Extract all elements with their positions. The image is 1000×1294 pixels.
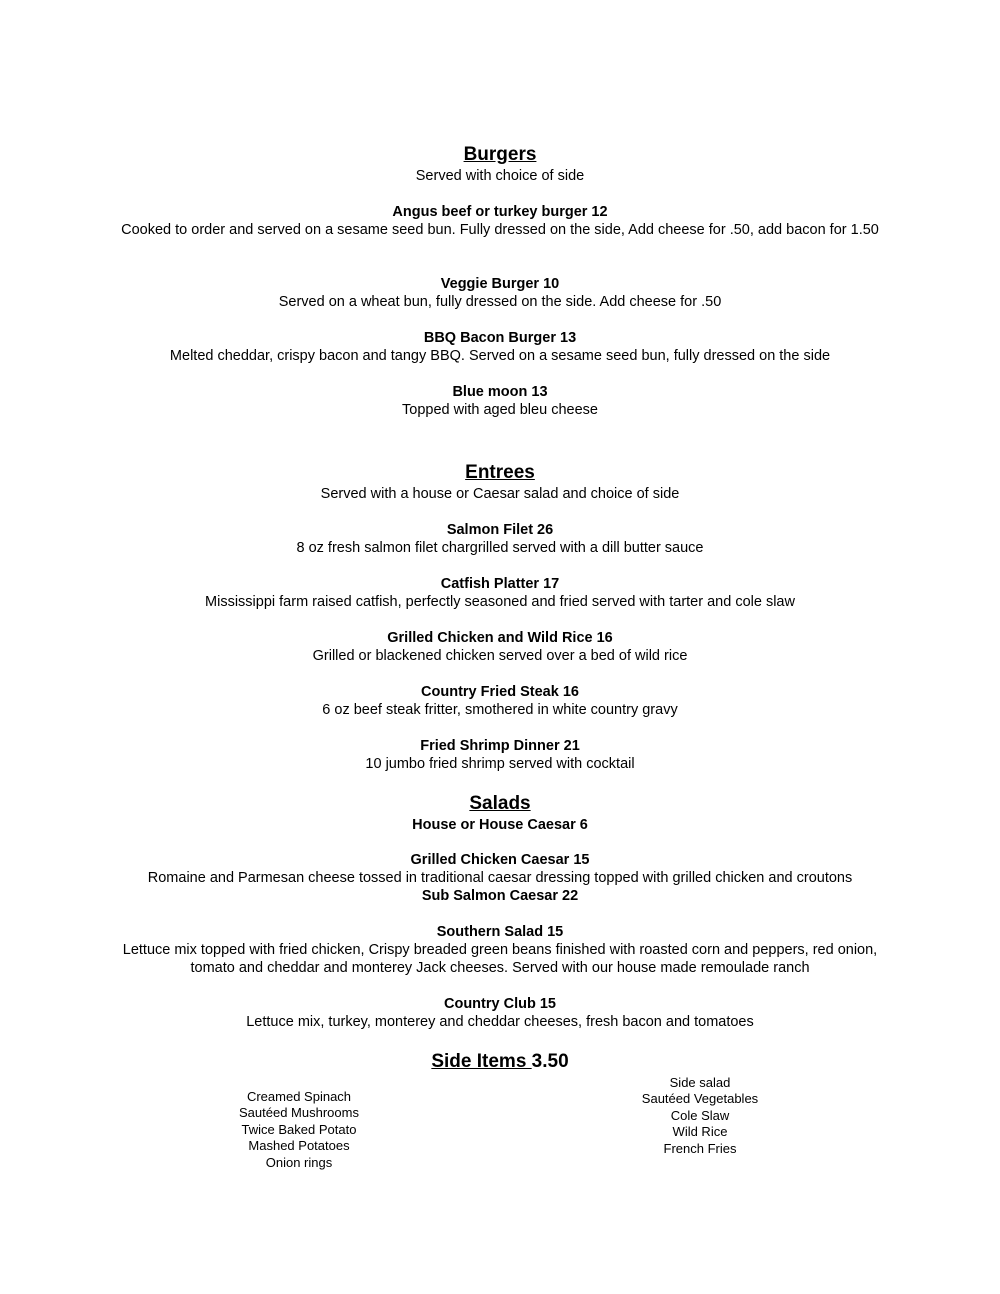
menu-item-title: Catfish Platter 17 bbox=[440, 576, 560, 592]
sides-right-column bbox=[580, 1075, 820, 1157]
menu-item-description: 10 jumbo fried shrimp served with cocktail bbox=[365, 756, 635, 772]
sides-heading-text: Side Items bbox=[431, 1051, 532, 1072]
menu-item-title: House or House Caesar 6 bbox=[412, 817, 588, 833]
entrees-subtitle: Served with a house or Caesar salad and choice of side bbox=[320, 486, 680, 502]
menu-item-option: Sub Salmon Caesar 22 bbox=[421, 888, 579, 904]
menu-item-description: 8 oz fresh salmon filet chargrilled served with a dill butter sauce bbox=[296, 540, 704, 556]
side-item: Creamed Spinach bbox=[246, 1089, 352, 1104]
menu-item-description: Lettuce mix topped with fried chicken, Crispy breaded green beans finished with roasted corn and peppers, red onion, tomato and cheddar and monterey Jack cheeses. Served with our house made remoulade ranch bbox=[122, 942, 878, 976]
side-item: French Fries bbox=[663, 1140, 737, 1156]
menu-item-description: 6 oz beef steak fritter, smothered in white country gravy bbox=[322, 702, 678, 718]
menu-item-description: Served on a wheat bun, fully dressed on the side. Add cheese for .50 bbox=[278, 294, 722, 310]
burgers-heading bbox=[0, 144, 1000, 166]
menu-item-title: Country Club 15 bbox=[444, 996, 556, 1012]
menu-item-description: Grilled or blackened chicken served over a bed of wild rice bbox=[312, 648, 688, 664]
salads-heading bbox=[0, 793, 1000, 815]
sides-heading bbox=[0, 1051, 1000, 1073]
menu-item-description: Cooked to order and served on a sesame seed bun. Fully dressed on the side, Add cheese for .50, add bacon for 1.50 bbox=[121, 222, 879, 238]
menu-item-title: Fried Shrimp Dinner 21 bbox=[420, 738, 580, 754]
salads-heading-text: Salads bbox=[469, 793, 531, 814]
menu-item-description: Romaine and Parmesan cheese tossed in traditional caesar dressing topped with grilled chicken and croutons bbox=[147, 870, 853, 886]
menu-item-title: Country Fried Steak 16 bbox=[421, 684, 579, 700]
side-item: Mashed Potatoes bbox=[248, 1138, 350, 1154]
side-item: Onion rings bbox=[265, 1154, 333, 1170]
side-item: Wild Rice bbox=[672, 1124, 728, 1140]
menu-item-title: Grilled Chicken and Wild Rice 16 bbox=[387, 630, 613, 646]
burgers-subtitle: Served with choice of side bbox=[415, 168, 585, 184]
side-item: Sautéed Mushrooms bbox=[239, 1105, 359, 1121]
menu-item-description: Mississippi farm raised catfish, perfectly seasoned and fried served with tarter and cole slaw bbox=[205, 594, 795, 610]
menu-item-title: BBQ Bacon Burger 13 bbox=[423, 330, 577, 346]
sides-left-column bbox=[179, 1089, 419, 1171]
menu-item-title: Angus beef or turkey burger 12 bbox=[392, 204, 608, 220]
menu-item-title: Blue moon 13 bbox=[452, 384, 548, 400]
burgers-heading-text: Burgers bbox=[463, 144, 537, 165]
menu-item-title: Salmon Filet 26 bbox=[446, 522, 554, 538]
side-item: Side salad bbox=[669, 1075, 731, 1090]
sides-price: 3.50 bbox=[531, 1051, 569, 1072]
side-item: Cole Slaw bbox=[670, 1107, 730, 1123]
side-item: Sautéed Vegetables bbox=[641, 1091, 759, 1107]
menu-item-title: Veggie Burger 10 bbox=[440, 276, 560, 292]
menu-item-description: Melted cheddar, crispy bacon and tangy BBQ. Served on a sesame seed bun, fully dressed on the side bbox=[169, 348, 831, 364]
entrees-heading bbox=[0, 462, 1000, 484]
menu-item-title: Southern Salad 15 bbox=[436, 924, 564, 940]
menu-item-description: Lettuce mix, turkey, monterey and cheddar cheeses, fresh bacon and tomatoes bbox=[246, 1014, 754, 1030]
entrees-heading-text: Entrees bbox=[465, 462, 535, 483]
menu-item-description: Topped with aged bleu cheese bbox=[402, 402, 598, 418]
menu-item-title: Grilled Chicken Caesar 15 bbox=[410, 852, 590, 868]
side-item: Twice Baked Potato bbox=[241, 1121, 357, 1137]
